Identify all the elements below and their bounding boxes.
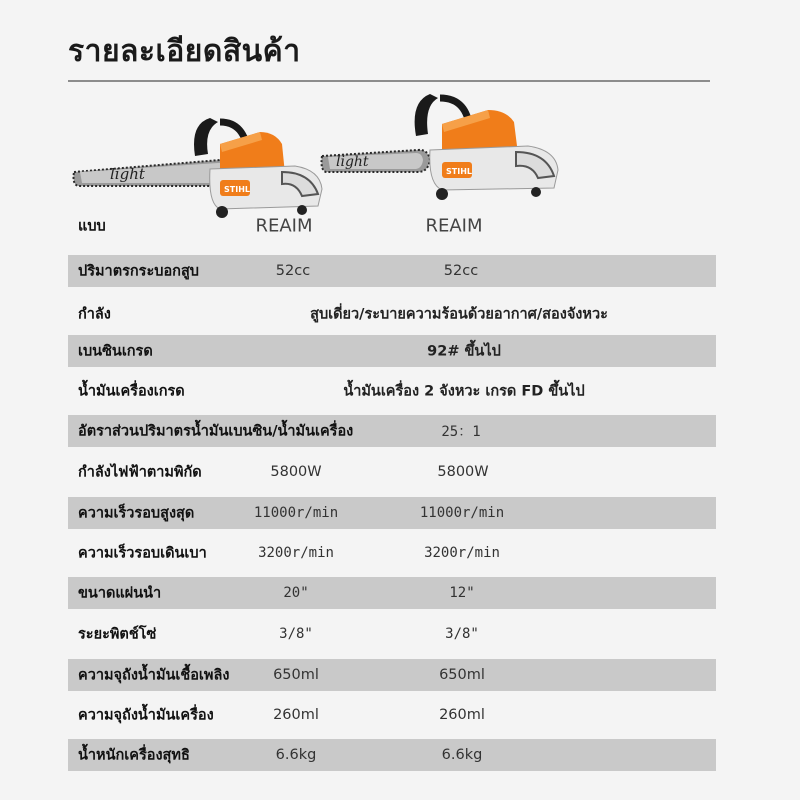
- spec-label: ความเร็วรอบเดินเบา: [78, 545, 207, 562]
- spec-value: 25：1: [441, 424, 481, 440]
- chainsaw-image-2: [318, 92, 568, 202]
- spec-value: 6.6kg: [441, 747, 483, 763]
- title-divider: [68, 80, 710, 82]
- spec-label: น้ำมันเครื่องเกรด: [78, 383, 185, 400]
- spec-label: อัตราส่วนปริมาตรน้ำมันเบนซิน/น้ำมันเครื่อง: [78, 423, 354, 440]
- spec-label: กำลังไฟฟ้าตามพิกัด: [78, 464, 202, 481]
- spec-value: 650ml: [273, 667, 319, 683]
- spec-value: 650ml: [439, 667, 485, 683]
- spec-label: ความจุถังน้ำมันเชื้อเพลิง: [78, 667, 230, 684]
- spec-value: 11000r/min: [253, 505, 339, 521]
- spec-label: ระยะพิตช์โซ่: [78, 626, 157, 643]
- spec-row-displacement: [68, 255, 716, 287]
- spec-value: 92# ขึ้นไป: [427, 343, 501, 360]
- spec-row-engine-type: [68, 298, 716, 330]
- spec-value: 11000r/min: [419, 505, 505, 521]
- spec-row-net-weight: [68, 739, 716, 771]
- spec-row-guide-bar: [68, 577, 716, 609]
- spec-row-fuel-tank: [68, 659, 716, 691]
- spec-value: 6.6kg: [275, 747, 317, 763]
- spec-value: 52cc: [443, 263, 479, 279]
- spec-value: REAIM: [255, 215, 313, 237]
- spec-row-mix-ratio: [68, 415, 716, 447]
- spec-label: แบบ: [78, 218, 106, 235]
- spec-label: ขนาดแผ่นนำ: [78, 585, 162, 602]
- spec-row-oil-tank: [68, 699, 716, 731]
- brand-text: STIHL: [446, 167, 472, 176]
- product-images: [0, 92, 800, 222]
- spec-value: สูบเดี่ยว/ระบายความร้อนด้วยอากาศ/สองจังหวะ: [310, 306, 608, 323]
- spec-value: 20": [283, 585, 309, 601]
- spec-row-idle-speed: [68, 537, 716, 569]
- spec-value: 3200r/min: [424, 545, 500, 561]
- spec-label: ความเร็วรอบสูงสุด: [78, 505, 195, 522]
- guide-bar-text: light: [336, 154, 369, 170]
- spec-value: 12": [449, 585, 475, 601]
- guide-bar-text: light: [110, 165, 145, 183]
- spec-row-fuel-grade: [68, 335, 716, 367]
- spec-row-oil-grade: [68, 375, 716, 407]
- spec-row-model: [68, 210, 716, 242]
- spec-value: REAIM: [425, 215, 483, 237]
- spec-row-chain-pitch: [68, 618, 716, 650]
- brand-text: STIHL: [224, 185, 250, 194]
- spec-value: 3200r/min: [258, 545, 334, 561]
- chainsaw-image-1: [70, 114, 330, 224]
- spec-value: น้ำมันเครื่อง 2 จังหวะ เกรด FD ขึ้นไป: [343, 383, 585, 400]
- spec-value: 260ml: [439, 707, 485, 723]
- spec-label: เบนซินเกรด: [78, 343, 153, 360]
- spec-label: ปริมาตรกระบอกสูบ: [78, 263, 199, 280]
- spec-row-max-speed: [68, 497, 716, 529]
- spec-value: 260ml: [273, 707, 319, 723]
- spec-value: 52cc: [275, 263, 311, 279]
- spec-value: 5800W: [437, 464, 489, 480]
- spec-label: น้ำหนักเครื่องสุทธิ: [78, 747, 190, 764]
- spec-row-rated-power: [68, 456, 716, 488]
- page-title: รายละเอียดสินค้า: [68, 34, 301, 69]
- spec-label: กำลัง: [78, 306, 111, 323]
- spec-value: 3/8": [279, 626, 313, 642]
- spec-value: 5800W: [270, 464, 322, 480]
- spec-label: ความจุถังน้ำมันเครื่อง: [78, 707, 214, 724]
- spec-value: 3/8": [445, 626, 479, 642]
